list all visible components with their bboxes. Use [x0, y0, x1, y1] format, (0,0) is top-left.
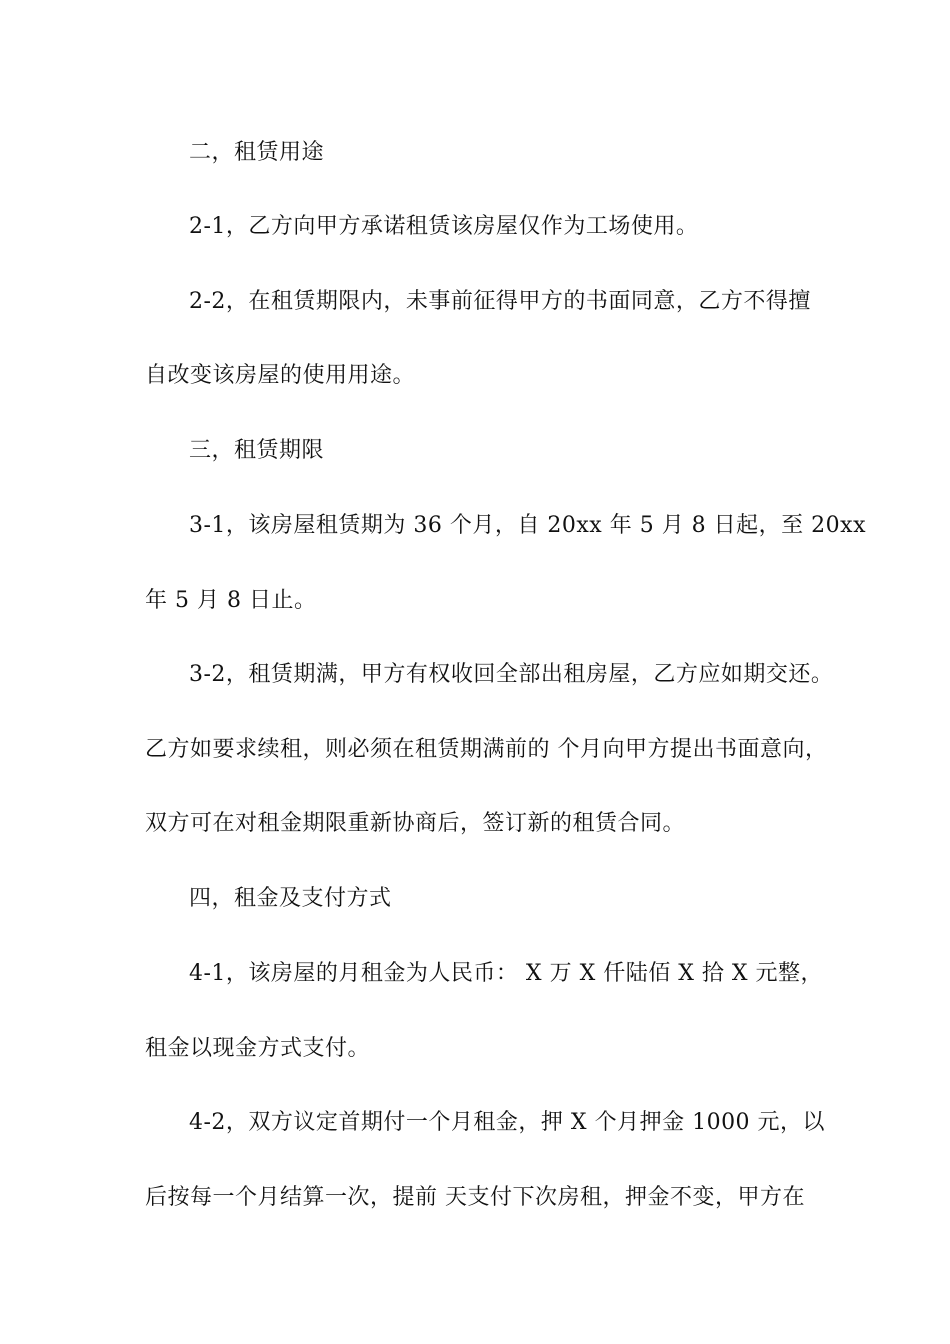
clause-4-1-line-2: 租金以现金方式支付。: [145, 1036, 371, 1061]
clause-3-1-line-2: 年 5 月 8 日止。: [145, 588, 317, 613]
clause-3-1-line-1: 3-1，该房屋租赁期为 36 个月，自 20xx 年 5 月 8 日起，至 20xx: [189, 513, 866, 538]
section-heading-rental-term: 三，租赁期限: [189, 438, 325, 463]
clause-4-1-line-1: 4-1，该房屋的月租金为人民币： X 万 X 仟陆佰 X 拾 X 元整，: [189, 961, 824, 986]
clause-2-2-line-2: 自改变该房屋的使用用途。: [145, 363, 416, 388]
section-heading-rent-payment: 四，租金及支付方式: [189, 886, 392, 911]
clause-3-2-line-2: 乙方如要求续租，则必须在租赁期满前的 个月向甲方提出书面意向，: [145, 737, 828, 762]
clause-4-2-line-1: 4-2，双方议定首期付一个月租金，押 X 个月押金 1000 元，以: [189, 1110, 826, 1135]
clause-2-2-line-1: 2-2，在租赁期限内，未事前征得甲方的书面同意，乙方不得擅: [189, 289, 811, 314]
clause-3-2-line-1: 3-2，租赁期满，甲方有权收回全部出租房屋，乙方应如期交还。: [189, 662, 834, 687]
clause-2-1: 2-1，乙方向甲方承诺租赁该房屋仅作为工场使用。: [189, 214, 699, 239]
section-heading-rental-purpose: 二，租赁用途: [189, 140, 325, 165]
clause-4-2-line-2: 后按每一个月结算一次，提前 天支付下次房租，押金不变，甲方在: [145, 1185, 805, 1210]
clause-3-2-line-3: 双方可在对租金期限重新协商后，签订新的租赁合同。: [145, 811, 686, 836]
